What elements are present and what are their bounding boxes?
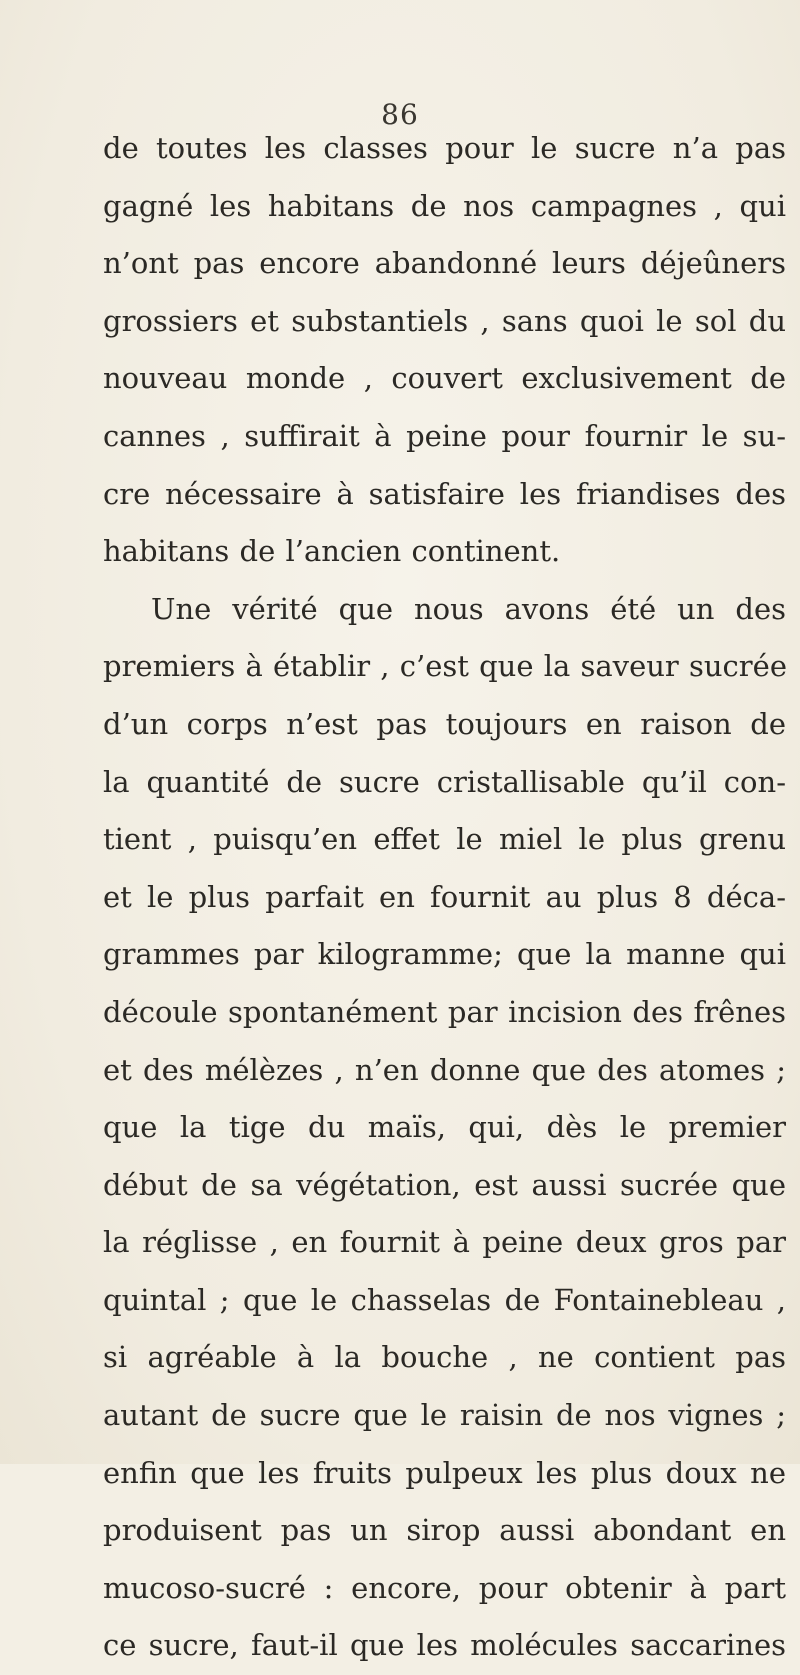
text-line: si agréable à la bouche , ne contient pas [103, 1340, 786, 1375]
text-line: autant de sucre que le raisin de nos vignes ; [103, 1398, 786, 1433]
text-line: n’ont pas encore abandonné leurs déjeûners [103, 246, 786, 281]
text-line: la réglisse , en fournit à peine deux gros par [103, 1225, 786, 1260]
text-line: grossiers et substantiels , sans quoi le sol du [103, 303, 786, 338]
text-line: produisent pas un sirop aussi abondant en [103, 1513, 786, 1548]
text-line: d’un corps n’est pas toujours en raison de [103, 706, 786, 741]
page-number: 86 [381, 98, 419, 131]
text-line: grammes par kilogramme; que la manne qui [103, 937, 786, 972]
text-line: cannes , suffirait à peine pour fournir le su- [103, 418, 786, 453]
text-line: quintal ; que le chasselas de Fontainebleau , [103, 1282, 786, 1317]
paragraph-start-line: Une vérité que nous avons été un des [151, 591, 786, 626]
text-line: mucoso-sucré : encore, pour obtenir à part [103, 1570, 786, 1605]
text-line: enfin que les fruits pulpeux les plus doux ne [103, 1455, 786, 1490]
text-line: et des mélèzes , n’en donne que des atomes ; [103, 1052, 786, 1087]
text-line: de toutes les classes pour le sucre n’a pas [103, 131, 786, 165]
paragraph-end-line: habitans de l’ancien continent. [103, 534, 561, 569]
body-text [103, 120, 786, 1675]
text-line: premiers à établir , c’est que la saveur sucrée [103, 649, 787, 684]
text-line: la quantité de sucre cristallisable qu’il con- [103, 764, 786, 799]
text-line: que la tige du maïs, qui, dès le premier [103, 1110, 786, 1145]
text-line: découle spontanément par incision des frênes [103, 994, 786, 1029]
text-line: ce sucre, faut-il que les molécules saccarines [103, 1628, 786, 1663]
text-line: nouveau monde , couvert exclusivement de [103, 361, 786, 396]
text-line: tient , puisqu’en effet le miel le plus grenu [103, 822, 786, 857]
text-line: début de sa végétation, est aussi sucrée que [103, 1167, 786, 1202]
text-line: cre nécessaire à satisfaire les friandises des [103, 476, 786, 511]
text-line: et le plus parfait en fournit au plus 8 déca- [103, 879, 786, 914]
text-line: gagné les habitans de nos campagnes , qui [103, 188, 786, 223]
